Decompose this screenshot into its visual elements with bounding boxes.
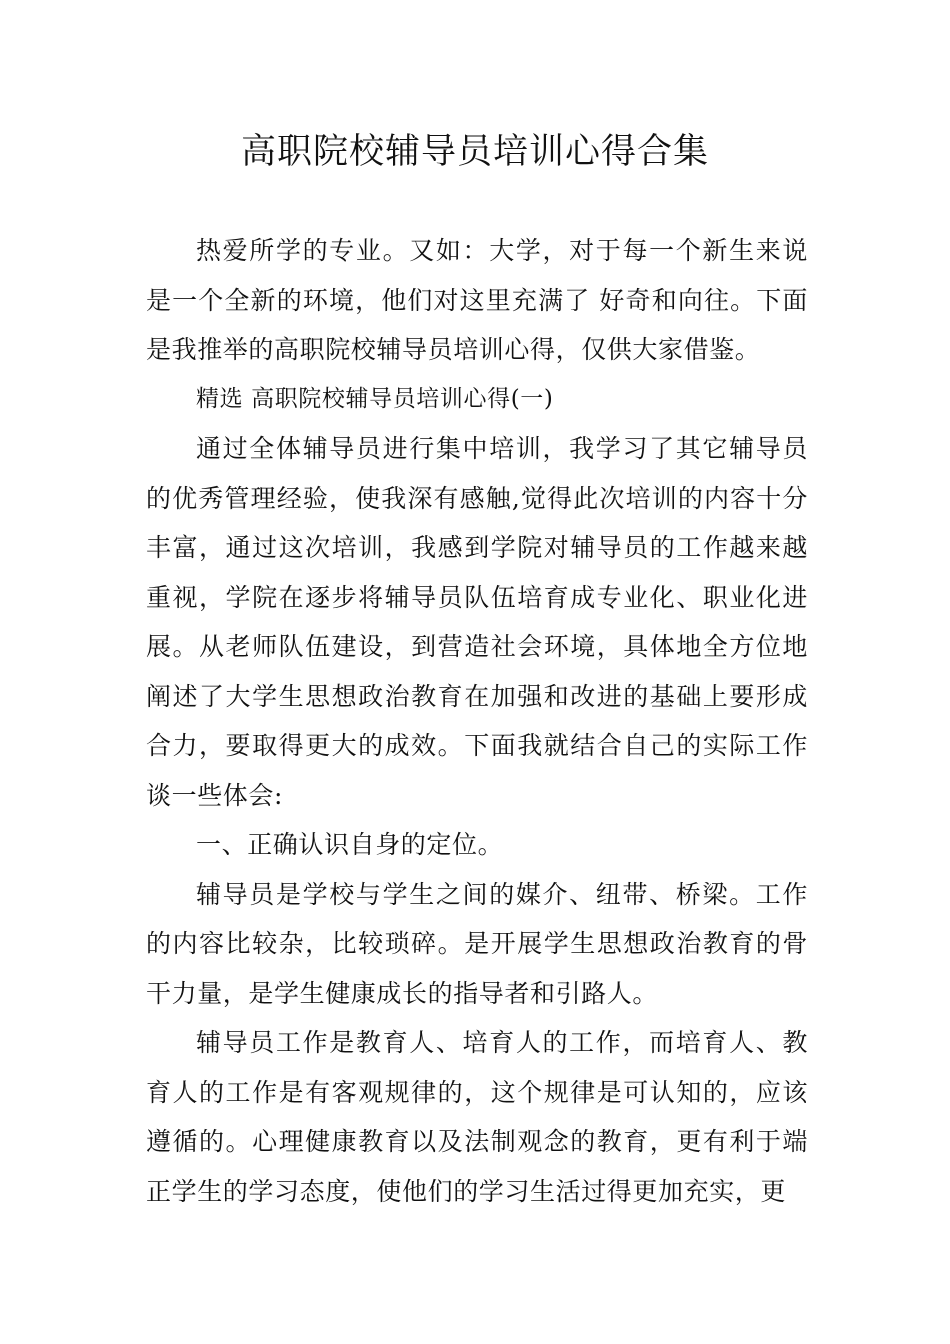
body-paragraph: 通过全体辅导员进行集中培训，我学习了其它辅导员的优秀管理经验，使我深有感触,觉得此次培训的内容十分丰富，通过这次培训，我感到学院对辅导员的工作越来越重视，学院在逐步将辅导员队伍培育成专业化、职业化进展。从老师队伍建设，到营造社会环境，具体地全方位地阐述了大学生思想政治教育在加强和改进的基础上要形成合力，要取得更大的成效。下面我就结合自己的实际工作谈一些体会: [146, 434, 808, 810]
intro-paragraph: 热爱所学的专业。又如：大学，对于每一个新生来说是一个全新的环境，他们对这里充满了 好奇和向往。下面是我推举的高职院校辅导员培训心得，仅供大家借鉴。 [146, 236, 808, 364]
document-title: 高职院校辅导员培训心得合集 [240, 132, 709, 172]
section-heading: 精选 高职院校辅导员培训心得(一) [196, 385, 554, 412]
body-paragraph: 辅导员工作是教育人、培育人的工作，而培育人、教育人的工作是有客观规律的，这个规律是可认知的，应该遵循的。心理健康教育以及法制观念的教育，更有利于端正学生的学习态度，使他们的学习生活过得更加充实，更 [146, 1028, 808, 1206]
point-heading: 一、正确认识自身的定位。 [196, 830, 504, 859]
document-body [146, 226, 808, 1216]
body-paragraph: 辅导员是学校与学生之间的媒介、纽带、桥梁。工作的内容比较杂，比较琐碎。是开展学生思想政治教育的骨干力量，是学生健康成长的指导者和引路人。 [146, 879, 808, 1008]
